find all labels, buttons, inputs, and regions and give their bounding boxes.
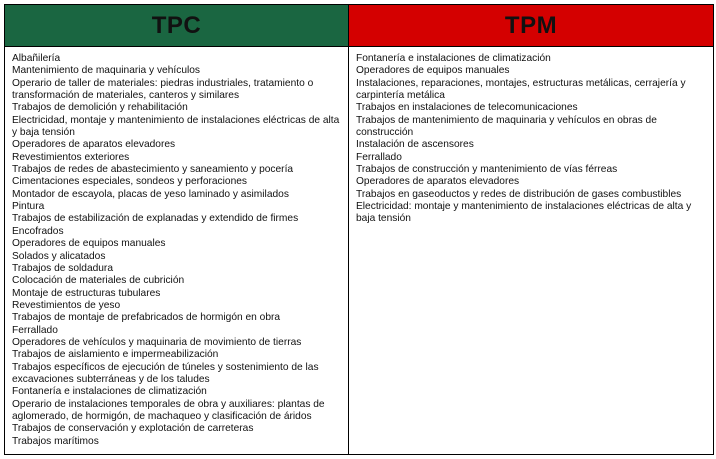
tpc-column	[5, 47, 349, 454]
list-item: Operadores de aparatos elevadores	[356, 176, 520, 188]
list-item: Operadores de aparatos elevadores	[12, 139, 176, 151]
list-item: Ferrallado	[356, 151, 402, 163]
list-item: Revestimientos exteriores	[12, 151, 130, 163]
list-item: Instalaciones, reparaciones, montajes, estructuras metálicas, cerrajería y carpintería metálica	[356, 77, 686, 102]
list-item: Encofrados	[12, 225, 64, 237]
list-item: Trabajos de soldadura	[12, 262, 113, 274]
list-item: Trabajos en gaseoductos y redes de distribución de gases combustibles	[356, 188, 682, 200]
list-item: Electricidad: montaje y mantenimiento de instalaciones eléctricas de alta y baja tensión	[356, 201, 692, 225]
list-item: Operario de taller de materiales: piedras industriales, tratamiento o transformación de materiales, canteros y similares	[12, 77, 314, 102]
header-tpc: TPC	[5, 5, 349, 47]
list-item: Operadores de vehículos y maquinaria de movimiento de tierras	[12, 336, 302, 348]
list-item: Trabajos específicos de ejecución de túneles y sostenimiento de las excavaciones subterráneas y de los taludes	[12, 361, 319, 385]
list-item: Trabajos de redes de abastecimiento y saneamiento y pocería	[12, 164, 294, 176]
list-item: Solados y alicatados	[12, 250, 106, 262]
list-item: Operario de instalaciones temporales de obra y auxiliares: plantas de aglomerado, de hormigón, de machaqueo y clasificación de áridos	[12, 398, 325, 422]
list-item: Trabajos en instalaciones de telecomunicaciones	[356, 102, 578, 114]
list-item: Ferrallado	[12, 324, 58, 336]
header-tpm: TPM	[349, 5, 713, 47]
list-item: Trabajos marítimos	[12, 435, 99, 447]
list-item: Trabajos de construcción y mantenimiento de vías férreas	[356, 164, 618, 176]
list-item: Colocación de materiales de cubrición	[12, 275, 185, 287]
list-item: Trabajos de conservación y explotación de carreteras	[12, 423, 254, 435]
list-item: Trabajos de estabilización de explanadas y extendido de firmes	[12, 213, 299, 225]
list-item: Revestimientos de yeso	[12, 299, 121, 311]
list-item: Electricidad, montaje y mantenimiento de instalaciones eléctricas de alta y baja tensión	[12, 114, 340, 139]
list-item: Trabajos de montaje de prefabricados de hormigón en obra	[12, 312, 281, 324]
tpm-column	[349, 47, 713, 454]
list-item: Operadores de equipos manuales	[356, 65, 510, 77]
list-item: Fontanería e instalaciones de climatización	[12, 386, 207, 398]
list-item: Albañilería	[12, 53, 61, 64]
comparison-table	[4, 4, 714, 455]
list-item: Montador de escayola, placas de yeso laminado y asimilados	[12, 188, 289, 200]
list-item: Trabajos de demolición y rehabilitación	[12, 102, 188, 114]
list-item: Mantenimiento de maquinaria y vehículos	[12, 65, 201, 77]
list-item: Operadores de equipos manuales	[12, 238, 166, 250]
list-item: Pintura	[12, 201, 45, 213]
list-item: Fontanería e instalaciones de climatización	[356, 53, 551, 64]
list-item: Cimentaciones especiales, sondeos y perforaciones	[12, 176, 248, 188]
list-item: Trabajos de mantenimiento de maquinaria y vehículos en obras de construcción	[356, 114, 657, 139]
list-item: Montaje de estructuras tubulares	[12, 287, 161, 299]
list-item: Instalación de ascensores	[356, 139, 474, 151]
list-item: Trabajos de aislamiento e impermeabilización	[12, 349, 219, 361]
